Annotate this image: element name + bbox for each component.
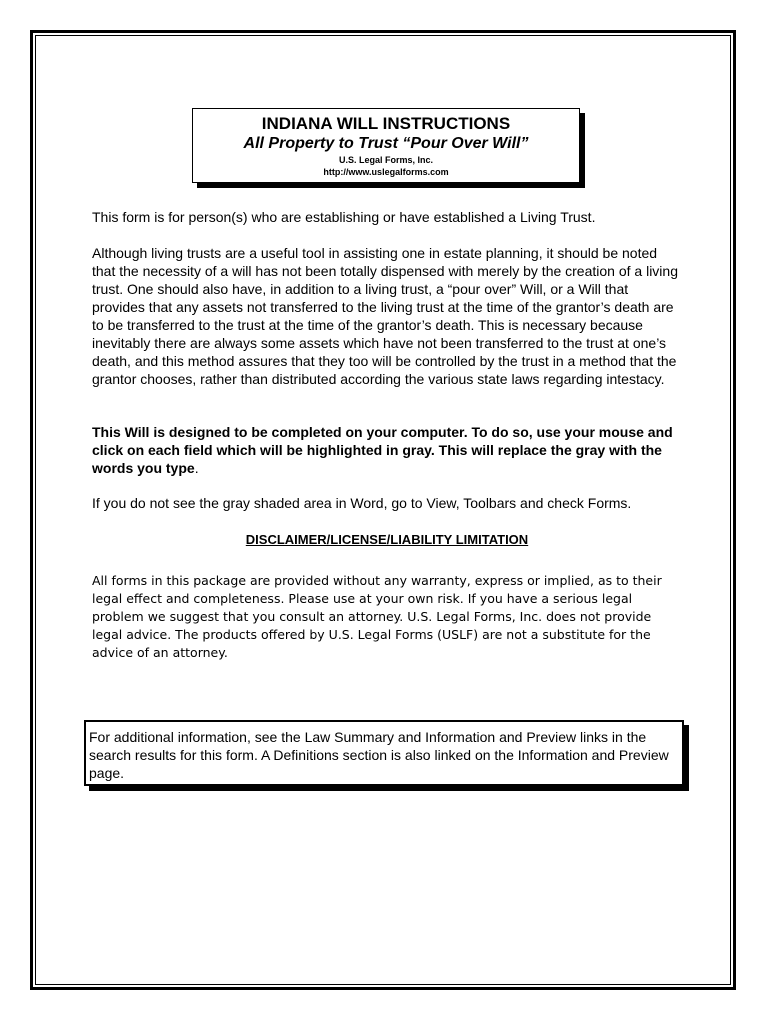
info-box-text: For additional information, see the Law Summary and Information and Preview links in the search results for this form. A Definitions section is also linked on the Information and Preview page. bbox=[89, 729, 669, 781]
computer-instructions-period: . bbox=[194, 460, 199, 476]
computer-instructions-text: This Will is designed to be completed on your computer. To do so, use your mouse and click on each field which will be highlighted in gray. This will replace the gray with the words you type bbox=[92, 424, 673, 476]
page-subtitle: All Property to Trust “Pour Over Will” bbox=[243, 135, 529, 152]
disclaimer-heading: DISCLAIMER/LICENSE/LIABILITY LIMITATION bbox=[245, 532, 529, 547]
computer-instructions-paragraph bbox=[92, 423, 682, 477]
company-url: http://www.uslegalforms.com bbox=[323, 167, 449, 177]
page-title: INDIANA WILL INSTRUCTIONS bbox=[261, 114, 511, 133]
word-note-paragraph: If you do not see the gray shaded area in Word, go to View, Toolbars and check Forms. bbox=[92, 495, 632, 511]
explanation-paragraph: Although living trusts are a useful tool in assisting one in estate planning, it should be noted that the necessity of a will has not been totally dispensed with merely by the creation of a living trust. One should also have, in addition to a living trust, a “pour over” Will, or a Will that provides that any assets not transferred to the living trust at the time of the grantor’s death are to be transferred to the trust at the time of the grantor’s death. This is necessary because inevitably there are always some assets which have not been transferred to the trust at one’s death, and this method assures that they too will be controlled by the trust in a method that the grantor chooses, rather than distributed according the various state laws regarding intestacy. bbox=[92, 245, 678, 387]
info-box bbox=[84, 720, 684, 786]
company-name: U.S. Legal Forms, Inc. bbox=[338, 155, 434, 165]
intro-paragraph: This form is for person(s) who are establishing or have established a Living Trust. bbox=[92, 209, 596, 225]
disclaimer-text: All forms in this package are provided without any warranty, express or implied, as to their legal effect and completeness. Please use at your own risk. If you have a serious legal problem we suggest that you consult an attorney. U.S. Legal Forms, Inc. does not provide legal advice. The products offered by U.S. Legal Forms (USLF) are not a substitute for the advice of an attorney. bbox=[92, 573, 662, 660]
title-box bbox=[192, 108, 580, 183]
